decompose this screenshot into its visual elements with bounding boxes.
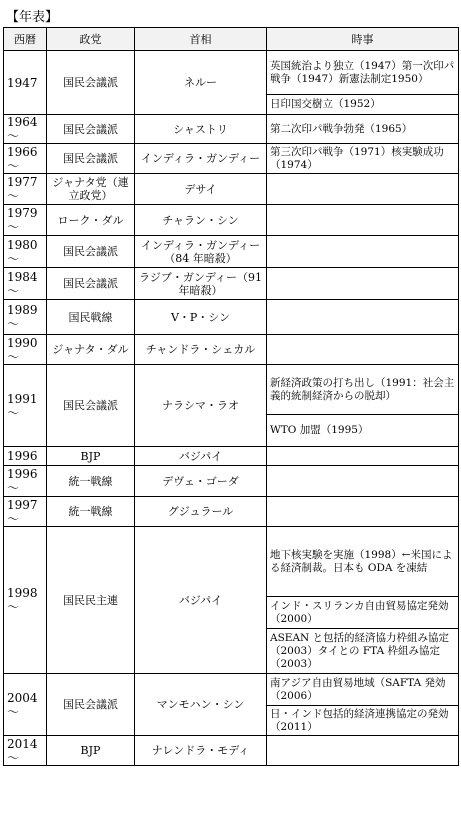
year-cell: 1996	[4, 447, 47, 466]
year-cell: 1989 ～	[4, 300, 47, 335]
year-cell: 1990 ～	[4, 335, 47, 365]
pm-cell: V・P・シン	[135, 300, 267, 335]
table-row	[4, 174, 459, 205]
table-row	[4, 466, 459, 497]
year-cell: 1947	[4, 51, 47, 115]
party-cell: ジャナタ・ダル	[47, 335, 135, 365]
pm-cell: マンモハン・シン	[135, 674, 267, 736]
chronology-table	[3, 27, 459, 766]
event-cell: 第二次印パ戦争勃発（1965）	[267, 115, 459, 144]
year-cell: 1980 ～	[4, 236, 47, 268]
year-cell: 1966 ～	[4, 144, 47, 174]
table-row	[4, 447, 459, 466]
table-body	[4, 51, 459, 766]
event-cell: 第三次印パ戦争（1971）核実験成功（1974）	[267, 144, 459, 174]
event-cell	[267, 466, 459, 497]
event-cell: 新経済政策の打ち出し（1991：社会主義的統制経済からの脱却）	[267, 365, 459, 415]
event-cell: インド・スリランカ自由貿易協定発効（2000）	[267, 597, 459, 629]
party-cell: 国民会議派	[47, 268, 135, 300]
party-cell: BJP	[47, 736, 135, 766]
event-cell: 日・インド包括的経済連携協定の発効（2011）	[267, 706, 459, 736]
party-cell: ローク・ダル	[47, 205, 135, 236]
event-cell	[267, 174, 459, 205]
pm-cell: ナラシマ・ラオ	[135, 365, 267, 447]
party-cell: 国民会議派	[47, 674, 135, 736]
header-party: 政党	[47, 28, 135, 51]
year-cell: 1977 ～	[4, 174, 47, 205]
pm-cell: ラジブ・ガンディー（91 年暗殺）	[135, 268, 267, 300]
pm-cell: インディラ・ガンディー	[135, 144, 267, 174]
event-cell: 地下核実験を実施（1998）←米国による経済制裁。日本も ODA を凍結	[267, 527, 459, 597]
table-row	[4, 365, 459, 415]
event-cell	[267, 268, 459, 300]
event-cell: WTO 加盟（1995）	[267, 415, 459, 447]
party-cell: 統一戦線	[47, 466, 135, 497]
event-cell: 英国統治より独立（1947）第一次印パ戦争（1947）新憲法制定1950）	[267, 51, 459, 95]
header-row	[4, 28, 459, 51]
table-row	[4, 205, 459, 236]
pm-cell: チャラン・シン	[135, 205, 267, 236]
event-cell	[267, 736, 459, 766]
table-row	[4, 527, 459, 597]
party-cell: 国民戦線	[47, 300, 135, 335]
event-cell: 日印国交樹立（1952）	[267, 95, 459, 115]
table-row	[4, 236, 459, 268]
party-cell: BJP	[47, 447, 135, 466]
party-cell: 国民会議派	[47, 365, 135, 447]
year-cell: 1979 ～	[4, 205, 47, 236]
pm-cell: インディラ・ガンディー（84 年暗殺）	[135, 236, 267, 268]
pm-cell: チャンドラ・シェカル	[135, 335, 267, 365]
year-cell: 1964 ～	[4, 115, 47, 144]
header-pm: 首相	[135, 28, 267, 51]
pm-cell: ネルー	[135, 51, 267, 115]
header-year: 西暦	[4, 28, 47, 51]
table-row	[4, 115, 459, 144]
table-row	[4, 144, 459, 174]
pm-cell: グジュラール	[135, 497, 267, 527]
table-row	[4, 51, 459, 95]
event-cell	[267, 205, 459, 236]
party-cell: ジャナタ党（連立政党）	[47, 174, 135, 205]
party-cell: 統一戦線	[47, 497, 135, 527]
table-row	[4, 736, 459, 766]
table-row	[4, 497, 459, 527]
year-cell: 2014 ～	[4, 736, 47, 766]
event-cell: ASEAN と包括的経済協力枠組み協定（2003）タイとの FTA 枠組み協定（2003）	[267, 629, 459, 674]
page-title: 【年表】	[6, 10, 59, 25]
pm-cell: デヴェ・ゴーダ	[135, 466, 267, 497]
party-cell: 国民会議派	[47, 115, 135, 144]
year-cell: 1997 ～	[4, 497, 47, 527]
event-cell: 南アジア自由貿易地域（SAFTA 発効（2006）	[267, 674, 459, 706]
table-row	[4, 335, 459, 365]
year-cell: 2004 ～	[4, 674, 47, 736]
event-cell	[267, 497, 459, 527]
year-cell: 1991 ～	[4, 365, 47, 447]
year-cell: 1996 ～	[4, 466, 47, 497]
party-cell: 国民民主連	[47, 527, 135, 674]
table-row	[4, 300, 459, 335]
event-cell	[267, 236, 459, 268]
party-cell: 国民会議派	[47, 144, 135, 174]
year-cell: 1998 ～	[4, 527, 47, 674]
year-cell: 1984 ～	[4, 268, 47, 300]
pm-cell: バジパイ	[135, 527, 267, 674]
pm-cell: シャストリ	[135, 115, 267, 144]
header-events: 時事	[267, 28, 459, 51]
party-cell: 国民会議派	[47, 236, 135, 268]
table-row	[4, 268, 459, 300]
event-cell	[267, 300, 459, 335]
pm-cell: ナレンドラ・モディ	[135, 736, 267, 766]
pm-cell: デサイ	[135, 174, 267, 205]
event-cell	[267, 335, 459, 365]
event-cell	[267, 447, 459, 466]
party-cell: 国民会議派	[47, 51, 135, 115]
table-row	[4, 674, 459, 706]
pm-cell: バジパイ	[135, 447, 267, 466]
